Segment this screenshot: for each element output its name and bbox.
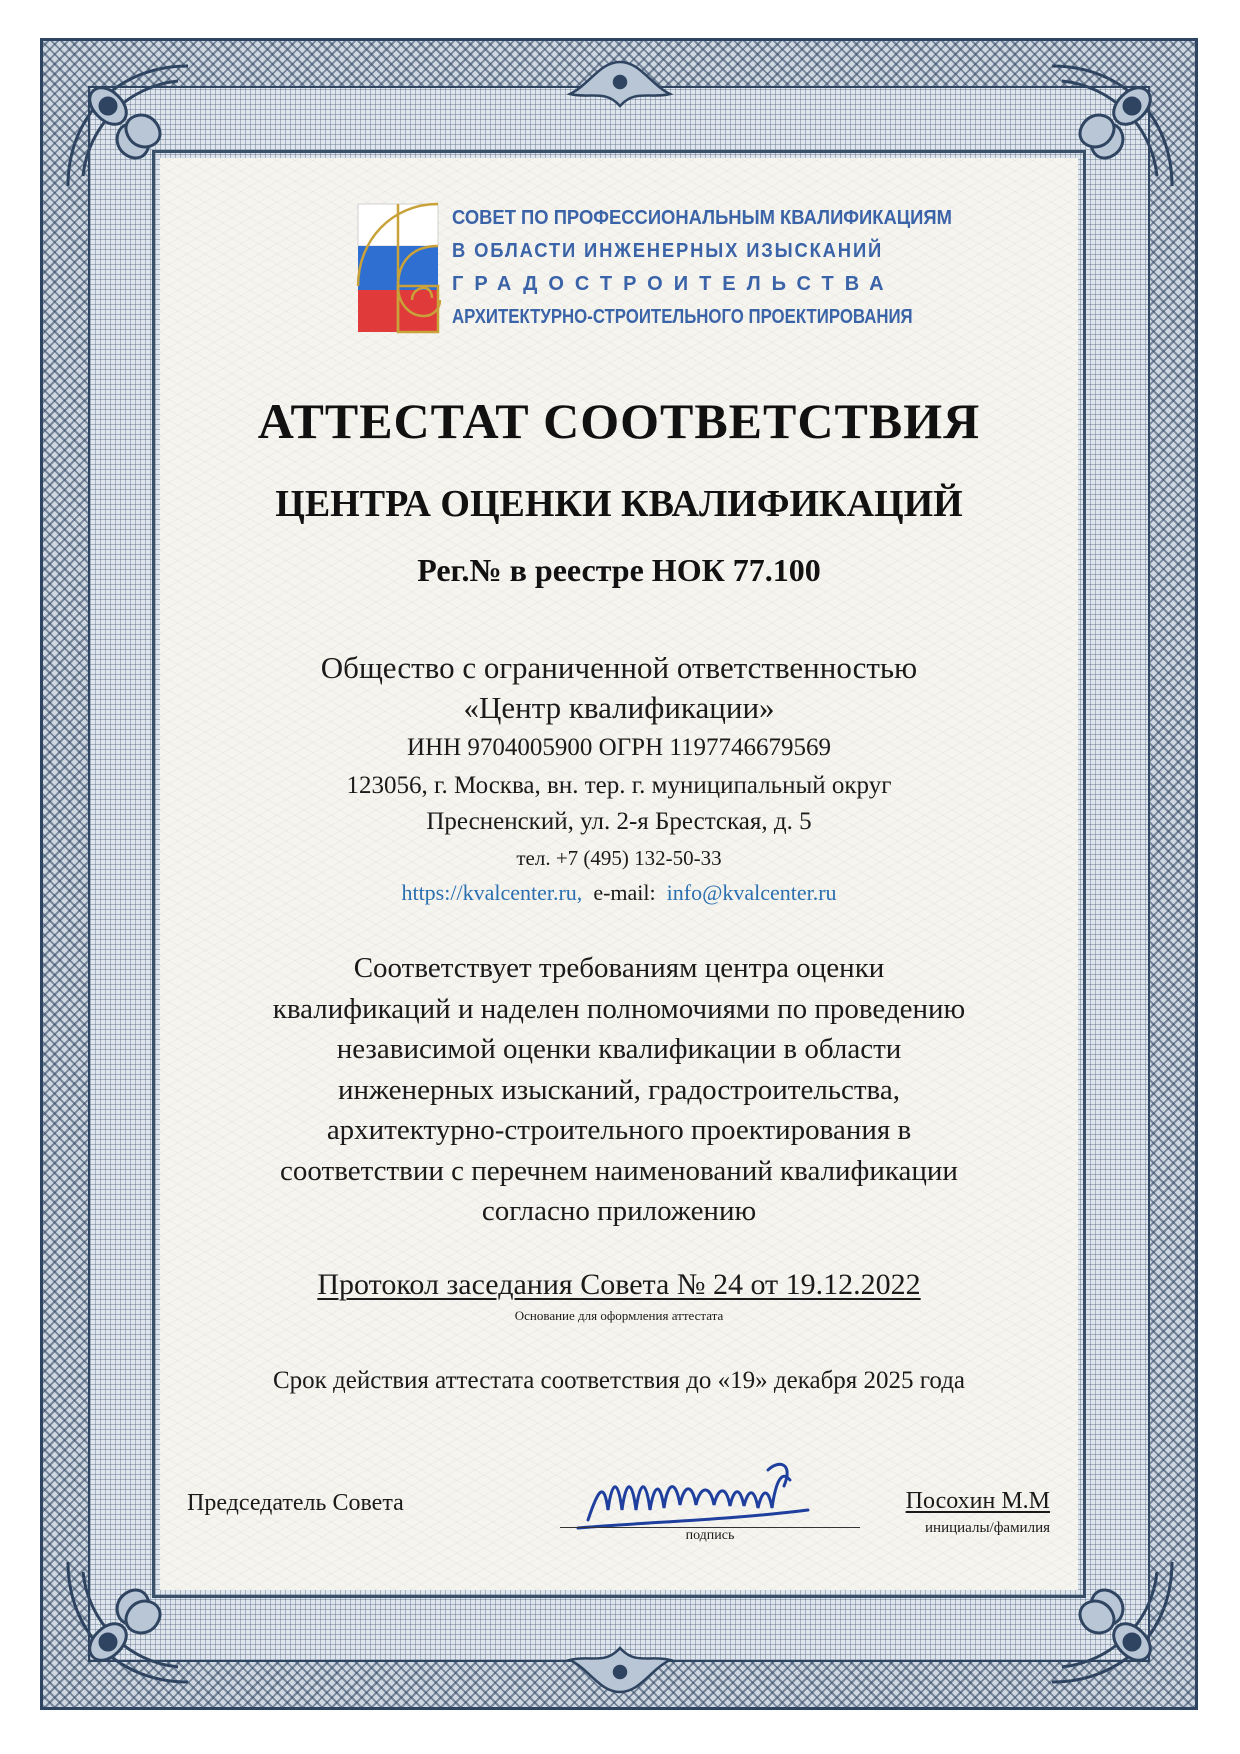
council-logo: [352, 200, 952, 340]
council-name-line: АРХИТЕКТУРНО-СТРОИТЕЛЬНОГО ПРОЕКТИРОВАНИЯ: [452, 306, 913, 328]
corner-ornament-icon: [58, 56, 198, 196]
signer-name-caption: инициалы/фамилия: [925, 1520, 1050, 1536]
statement-line: независимой оценки квалификации в области: [336, 1033, 902, 1065]
statement-line: согласно приложению: [481, 1195, 757, 1227]
top-ornament-icon: [560, 54, 680, 114]
registry-number: Рег.№ в реестре НОК 77.100: [417, 552, 821, 588]
organization-contacts: [160, 880, 1078, 906]
compliance-statement: [160, 948, 1078, 1232]
organization-address-line: Пресненский, ул. 2-я Брестская, д. 5: [426, 808, 812, 835]
statement-line: архитектурно-строительного проектирования в: [326, 1114, 912, 1146]
council-name-line: СОВЕТ ПО ПРОФЕССИОНАЛЬНЫМ КВАЛИФИКАЦИЯМ: [452, 207, 952, 229]
organization-phone: тел. +7 (495) 132-50-33: [516, 846, 722, 870]
signature-caption: подпись: [685, 1528, 735, 1543]
signer-name-text: Посохин М.М: [905, 1488, 1050, 1514]
organization-legal-form: Общество с ограниченной ответственностью: [320, 650, 918, 685]
signer-position: Председатель Совета: [187, 1490, 404, 1516]
protocol-reference: [160, 1268, 1078, 1302]
certificate-subtitle: ЦЕНТРА ОЦЕНКИ КВАЛИФИКАЦИЙ: [275, 483, 963, 525]
statement-line: квалификаций и наделен полномочиями по проведению: [272, 992, 966, 1025]
statement-line: соответствии с перечнем наименований квалификации: [280, 1154, 958, 1187]
organization-ids: ИНН 9704005900 ОГРН 1197746679569: [407, 734, 831, 761]
email-label: e-mail:: [593, 880, 656, 905]
council-name: [452, 202, 952, 334]
signer-name: [870, 1488, 1050, 1515]
corner-ornament-icon: [1042, 1552, 1182, 1692]
corner-ornament-icon: [58, 1552, 198, 1692]
council-name-line: В ОБЛАСТИ ИНЖЕНЕРНЫХ ИЗЫСКАНИЙ: [452, 240, 884, 262]
email-link[interactable]: info@kvalcenter.ru: [666, 880, 837, 905]
bottom-ornament-icon: [560, 1640, 680, 1700]
organization-name: «Центр квалификации»: [463, 690, 775, 725]
certificate-title: АТТЕСТАТ СООТВЕТСТВИЯ: [257, 393, 981, 449]
flag-spiral-logo-icon: [352, 200, 444, 336]
organization-address-line: 123056, г. Москва, вн. тер. г. муниципальный округ: [346, 772, 892, 799]
corner-ornament-icon: [1042, 56, 1182, 196]
validity-period: Срок действия аттестата соответствия до «19» декабря 2025 года: [272, 1367, 966, 1394]
protocol-text: Протокол заседания Совета № 24 от 19.12.2022: [317, 1268, 921, 1301]
website-link[interactable]: https://kvalcenter.ru,: [401, 880, 583, 905]
council-name-line: ГРАДОСТРОИТЕЛЬСТВА: [452, 273, 895, 295]
statement-line: инженерных изысканий, градостроительства,: [337, 1073, 900, 1106]
protocol-caption: Основание для оформления аттестата: [514, 1308, 724, 1323]
statement-line: Соответствует требованиям центра оценки: [353, 952, 885, 984]
